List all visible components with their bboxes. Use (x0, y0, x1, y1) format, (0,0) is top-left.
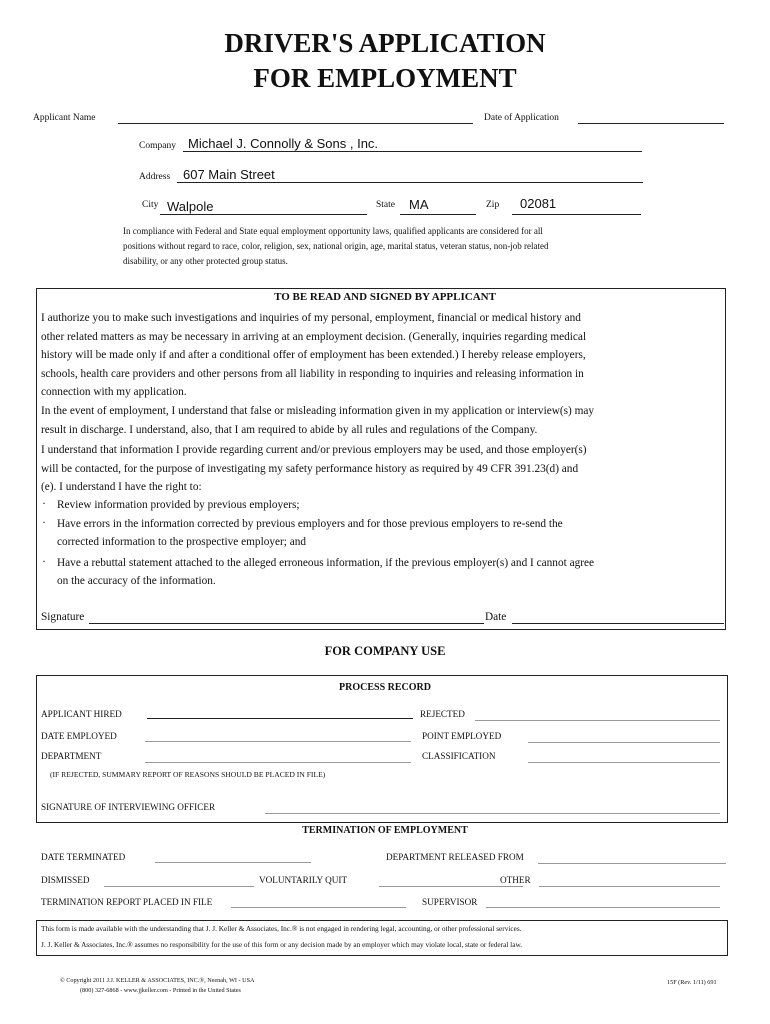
signature-label: Signature (41, 611, 85, 623)
rejected-field[interactable] (475, 720, 720, 721)
eeo-line: disability, or any other protected group status. (123, 256, 288, 266)
signature-date-label: Date (485, 611, 507, 623)
auth-line: (e). I understand I have the right to: (41, 481, 202, 493)
department-field[interactable] (145, 762, 411, 763)
dismissed-label: DISMISSED (41, 875, 90, 885)
eeo-line: In compliance with Federal and State equal employment opportunity laws, qualified applicants are considered for all (123, 226, 543, 236)
disclaimer-line-1: This form is made available with the understanding that J. J. Keller & Associates, Inc.® is not engaged in rendering legal, accounting, or other professional services. (41, 924, 522, 933)
bullet-item-3: Have a rebuttal statement attached to the alleged erroneous information, if the previous employer(s) and I cannot agree (57, 557, 595, 569)
form-title-line2: FOR EMPLOYMENT (253, 63, 517, 93)
state-value[interactable]: MA (409, 197, 429, 212)
supervisor-field[interactable] (486, 907, 720, 908)
voluntarily-quit-field[interactable] (379, 886, 523, 887)
rejected-note: (IF REJECTED, SUMMARY REPORT OF REASONS SHOULD BE PLACED IN FILE) (50, 770, 326, 779)
dept-released-label: DEPARTMENT RELEASED FROM (386, 852, 524, 862)
form-id: 15F (Rev. 1/11) 691 (667, 979, 717, 986)
zip-label: Zip (486, 200, 500, 210)
authorization-paragraph-2 (41, 402, 594, 439)
bullet-item-2: Have errors in the information corrected by previous employers and for those previous employers to re-send the (57, 518, 563, 530)
city-value[interactable]: Walpole (167, 199, 214, 214)
auth-line: In the event of employment, I understand that false or misleading information given in my application or interview(s) may (41, 405, 595, 417)
applicant-hired-label: APPLICANT HIRED (41, 709, 122, 719)
signature-officer-field[interactable] (265, 813, 720, 814)
bullet-item-2-cont: corrected information to the prospective employer; and (57, 536, 307, 548)
auth-line: I authorize you to make such investigations and inquiries of my personal, employment, financial or medical history and (41, 312, 581, 324)
company-use-heading: FOR COMPANY USE (324, 644, 446, 658)
state-label: State (376, 200, 395, 210)
eeo-line: positions without regard to race, color, religion, sex, national origin, age, marital status, veteran status, non-job related (123, 241, 549, 251)
date-of-application-label: Date of Application (484, 113, 559, 123)
disclaimer-line-2: J. J. Keller & Associates, Inc.® assumes no responsibility for the use of this form or any decision made by an employer which may violate local, state or federal law. (41, 940, 523, 949)
address-label: Address (139, 172, 171, 182)
rejected-label: REJECTED (420, 709, 465, 719)
process-record-heading: PROCESS RECORD (339, 682, 431, 693)
dismissed-field[interactable] (104, 886, 254, 887)
date-terminated-field[interactable] (155, 862, 311, 863)
termination-report-field[interactable] (231, 907, 406, 908)
classification-field[interactable] (528, 762, 720, 763)
address-value[interactable]: 607 Main Street (183, 167, 275, 182)
termination-heading: TERMINATION OF EMPLOYMENT (302, 825, 468, 836)
authorization-paragraph-3 (41, 441, 587, 497)
bullet-item-1: Review information provided by previous employers; (57, 499, 300, 511)
signature-officer-label: SIGNATURE OF INTERVIEWING OFFICER (41, 802, 216, 812)
city-label: City (142, 200, 159, 210)
applicant-name-label: Applicant Name (33, 113, 96, 123)
auth-line: I understand that information I provide regarding current and/or previous employers may be used, and those employer(s) (41, 444, 587, 456)
zip-field-line (512, 214, 641, 215)
termination-report-label: TERMINATION REPORT PLACED IN FILE (41, 897, 213, 907)
auth-line: result in discharge. I understand, also, that I am required to abide by all rules and regulations of the Company. (41, 423, 538, 436)
applicant-name-field[interactable] (118, 123, 473, 124)
company-value[interactable]: Michael J. Connolly & Sons , Inc. (188, 136, 379, 151)
department-label: DEPARTMENT (41, 751, 102, 761)
signature-date-field[interactable] (512, 623, 724, 624)
zip-value[interactable]: 02081 (520, 196, 557, 211)
point-employed-label: POINT EMPLOYED (422, 731, 502, 741)
form-title-line1: DRIVER'S APPLICATION (224, 28, 546, 58)
authorization-heading: TO BE READ AND SIGNED BY APPLICANT (274, 291, 496, 303)
company-field-line (183, 151, 642, 152)
bullet-dot: · (42, 554, 46, 568)
auth-line: will be contacted, for the purpose of investigating my safety performance history as required by 49 CFR 391.23(d) and (41, 462, 579, 475)
copyright-text: © Copyright 2011 J.J. KELLER & ASSOCIATES, INC.®, Neenah, WI - USA (60, 977, 255, 984)
contact-text: (800) 327-6868 - www.jjkeller.com - Printed in the United States (80, 987, 241, 994)
date-employed-label: DATE EMPLOYED (41, 731, 117, 741)
signature-field[interactable] (89, 623, 484, 624)
auth-line: history will be made only if and after a conditional offer of employment has been extended.) I hereby release employers, (41, 349, 586, 361)
state-field-line (400, 214, 476, 215)
eeo-statement (123, 224, 643, 269)
auth-line: connection with my application. (41, 386, 187, 398)
authorization-paragraph-1 (41, 309, 586, 402)
date-employed-field[interactable] (145, 741, 411, 742)
voluntarily-quit-label: VOLUNTARILY QUIT (259, 875, 348, 885)
supervisor-label: SUPERVISOR (422, 897, 478, 907)
bullet-dot: · (42, 515, 46, 529)
other-field[interactable] (539, 886, 720, 887)
point-employed-field[interactable] (528, 742, 720, 743)
bullet-item-3-cont: on the accuracy of the information. (57, 575, 216, 587)
auth-line: schools, health care providers and other persons from all liability in responding to inquiries and releasing information in (41, 367, 584, 380)
date-terminated-label: DATE TERMINATED (41, 852, 126, 862)
other-label: OTHER (500, 875, 531, 885)
bullet-dot: · (42, 496, 46, 510)
city-field-line (160, 214, 367, 215)
company-label: Company (139, 141, 176, 151)
process-record-box (36, 675, 728, 823)
address-field-line (177, 182, 643, 183)
dept-released-field[interactable] (538, 863, 726, 864)
applicant-hired-field[interactable] (147, 718, 413, 719)
auth-line: other related matters as may be necessary in arriving at an employment decision. (Generally, inquiries regarding medical (41, 330, 587, 343)
classification-label: CLASSIFICATION (422, 751, 496, 761)
date-of-application-field[interactable] (578, 123, 724, 124)
